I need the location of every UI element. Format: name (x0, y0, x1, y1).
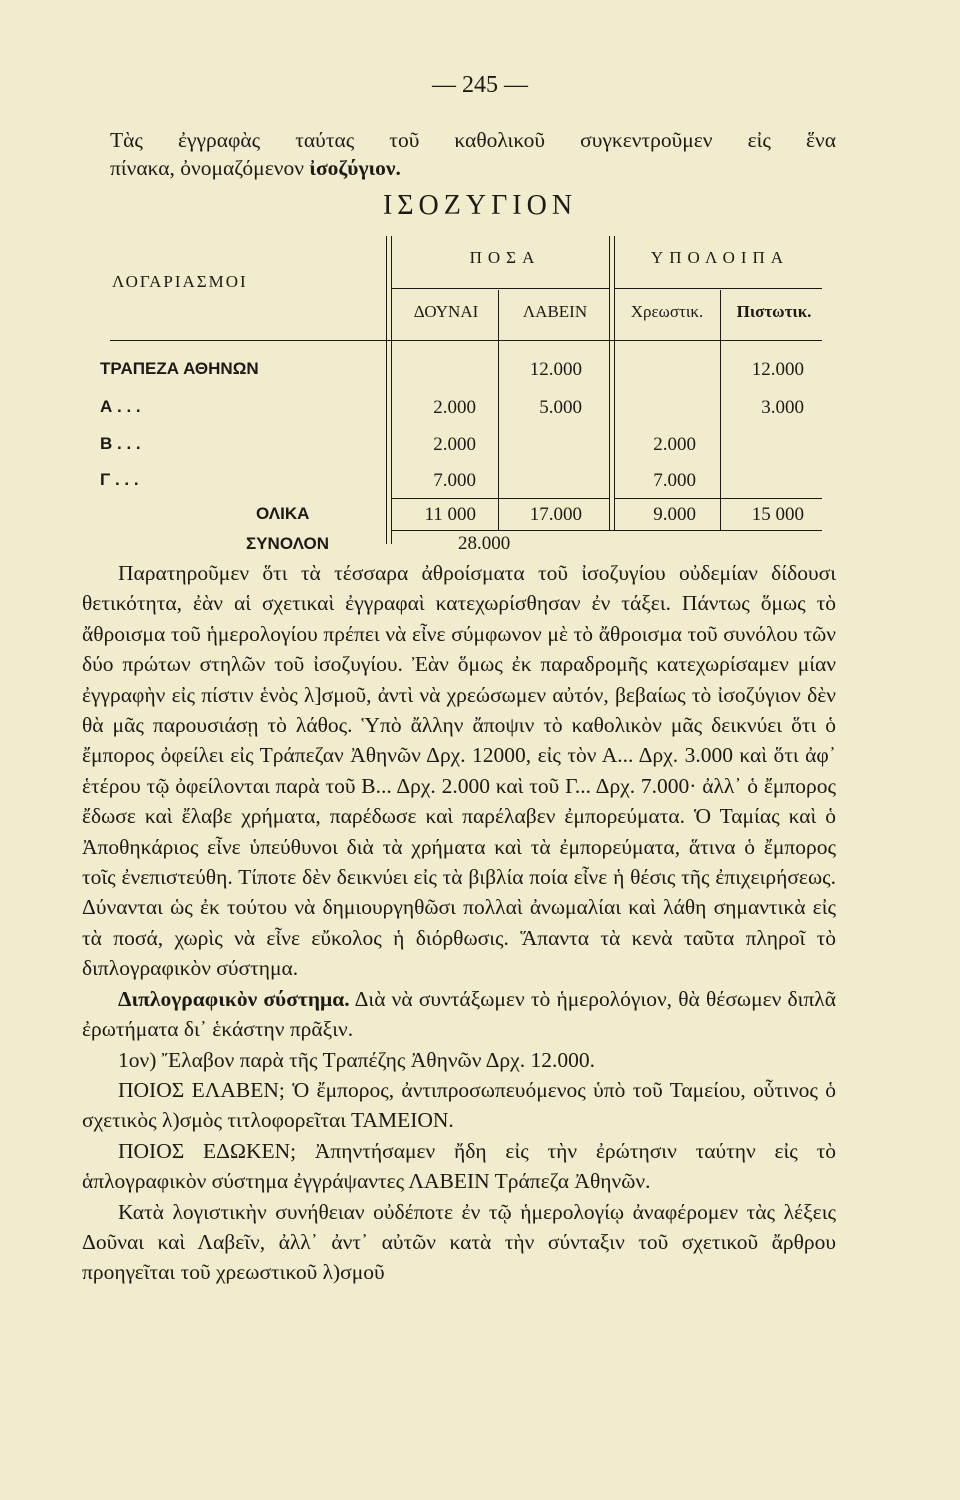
row-account: Γ . . . (100, 470, 139, 489)
row-account: Α . . . (100, 397, 141, 416)
row-credit: 12.000 (529, 359, 582, 380)
intro-term: ἰσοζύγιον. (309, 156, 401, 180)
header-amounts: ΠΟΣΑ (469, 248, 541, 267)
rule-totals-bottom (392, 530, 822, 531)
col-header-credit: ΛΑΒΕΙΝ (522, 302, 588, 321)
double-entry-heading: Διπλογραφικὸν σύστημα. (118, 986, 350, 1011)
row-account: Β . . . (100, 434, 141, 453)
page-number: — 245 — (432, 72, 528, 98)
row-account: ΤΡΑΠΕΖΑ ΑΘΗΝΩΝ (100, 359, 259, 378)
total-credit: 17.000 (529, 504, 582, 525)
row-debit: 7.000 (433, 470, 476, 491)
double-entry-text: Διὰ νὰ συντάξωμεν τὸ ἡμερολόγιον, θὰ θέσωμεν διπλᾶ ἐρωτήματα δι᾽ ἑκάστην πρᾶξιν. (82, 986, 836, 1042)
totals-label: ΟΛΙΚΑ (256, 504, 310, 523)
body-text (82, 558, 836, 1288)
row-creditor: 12.000 (751, 359, 804, 380)
paragraph-who-received: ΠΟΙΟΣ ΕΛΑΒΕΝ; Ὁ ἔμπορος, ἀντιπροσωπευόμενος ὑπὸ τοῦ Ταμείου, οὗτινος ὁ σχετικὸς λ)σμὸς τιτλοφορεῖται ΤΑΜΕΙΟΝ. (82, 1077, 836, 1133)
rule-header (110, 340, 822, 341)
row-debtor: 7.000 (653, 470, 696, 491)
paragraph-observation: Παρατηροῦμεν ὅτι τὰ τέσσαρα ἀθροίσματα τοῦ ἰσοζυγίου οὐδεμίαν δίδουσι θετικότητα, ἐὰν αἱ σχετικαὶ ἐγγραφαὶ κατεχωρίσθησαν ἐν τάξει. Πάντως ὅμως τὸ ἄθροισμα τοῦ ἡμερολογίου πρέπει νὰ εἶνε σύμφωνον μὲ τὸ ἄθροισμα τοῦ συνόλου τῶν δύο πρώτων στηλῶν τοῦ ἰσοζυγίου. Ἐὰν ὅμως ἐκ παραδρομῆς κατεχωρίσαμεν μίαν ἐγγραφὴν εἰς πίστιν ἑνὸς λ]σμοῦ, ἀντὶ νὰ χρεώσωμεν αὐτόν, βεβαίως τὸ ἰσοζύγιον δὲν θὰ μᾶς παρουσιάσῃ τὸ λάθος. Ὑπὸ ἄλλην ἄποψιν τὸ καθολικὸν μᾶς δεικνύει ὅτι ὁ ἔμπορος ὀφείλει εἰς Τράπεζαν Ἀθηνῶν Δρχ. 12000, εἰς τὸν Α... Δρχ. 3.000 καὶ ὅτι ἀφ᾽ ἑτέρου τῷ ὀφείλονται παρὰ τοῦ Β... Δρχ. 2.000 καὶ τοῦ Γ... Δρχ. 7.000· ἀλλ᾽ ὁ ἔμπορος ἔδωσε καὶ ἔλαβε χρήματα, παρέδωσε καὶ παρέλαβεν ἐμπορεύματα. Ὁ Ταμίας καὶ ὁ Ἀποθηκάριος εἶνε ὑπεύθυνοι διὰ τὰ χρήματα καὶ τὰ ἐμπορεύματα, ἅτινα ὁ ἔμπορος τοῖς ἐνεπιστεύθη. Τίποτε δὲν δεικνύει εἰς τὰ βιβλία ποία εἶνε ἡ θέσις τῆς ἐπιχειρήσεως. Δύνανται ὡς ἐκ τούτου νὰ δημιουργηθῶσι πολλαὶ ἀνωμαλίαι καὶ λάθη σημαντικὰ εἰς τὰ ποσά, χωρὶς νὰ εἶνε εὔκολος ἡ διόρθωσις. Ἅπαντα τὰ κενὰ ταῦτα πληροῖ τὸ διπλογραφικὸν σύστημα. (82, 561, 836, 981)
intro-line-1: Τὰς ἐγγραφὰς ταύτας τοῦ καθολικοῦ συγκεντροῦμεν εἰς ἕνα (110, 128, 836, 152)
paragraph-example-1: 1ον) Ἔλαβον παρὰ τῆς Τραπέζης Ἀθηνῶν Δρχ. 12.000. (118, 1047, 595, 1072)
table-title: ΙΣΟΖΥΓΙΟΝ (382, 190, 578, 221)
sum-value: 28.000 (458, 533, 511, 554)
col-header-debtor: Χρεωστικ. (630, 302, 704, 321)
row-debtor: 2.000 (653, 434, 696, 455)
paragraph-custom: Κατὰ λογιστικὴν συνήθειαν οὐδέποτε ἐν τῷ ἡμερολογίῳ ἀναφέρομεν τὰς λέξεις Δοῦναι καὶ Λαβεῖν, ἀλλ᾽ ἀντ᾽ αὐτῶν κατὰ τὴν σύνταξιν τοῦ σχετικοῦ ἄρθρου προηγεῖται τοῦ χρεωστικοῦ λ)σμοῦ (82, 1199, 836, 1285)
intro-line-2-text: πίνακα, ὀνομαζόμενον (110, 156, 310, 180)
trial-balance-table (0, 0, 960, 560)
col-divider-debtor (720, 290, 721, 530)
col-divider-accounts (386, 236, 387, 544)
total-creditor: 15 000 (751, 504, 804, 525)
total-debit: 11 000 (424, 504, 476, 525)
row-debit: 2.000 (433, 397, 476, 418)
paragraph-who-gave: ΠΟΙΟΣ ΕΔΩΚΕΝ; Ἀπηντήσαμεν ἤδη εἰς τὴν ἐρώτησιν ταύτην εἰς τὸ ἁπλογραφικὸν σύστημα ἐγγράψαντες ΛΑΒΕΙΝ Τράπεζα Ἀθηνῶν. (82, 1138, 836, 1194)
row-debit: 2.000 (433, 434, 476, 455)
paragraph-double-entry (82, 984, 836, 1045)
rule-totals-balances (615, 498, 822, 499)
col-divider-debit (498, 290, 499, 530)
total-debtor: 9.000 (653, 504, 696, 525)
col-header-creditor: Πιστωτικ. (736, 302, 812, 321)
header-balances: ΥΠΟΛΟΙΠΑ (650, 248, 790, 267)
rule-amounts (392, 288, 609, 289)
sum-label: ΣΥΝΟΛΟΝ (246, 534, 329, 553)
col-header-debit: ΔΟΥΝΑΙ (413, 302, 479, 321)
rule-totals-amounts (392, 498, 609, 499)
row-creditor: 3.000 (761, 397, 804, 418)
row-credit: 5.000 (539, 397, 582, 418)
col-divider-amounts (609, 236, 610, 530)
rule-balances (615, 288, 822, 289)
header-accounts: ΛΟΓΑΡΙΑΣΜΟΙ (112, 272, 248, 291)
